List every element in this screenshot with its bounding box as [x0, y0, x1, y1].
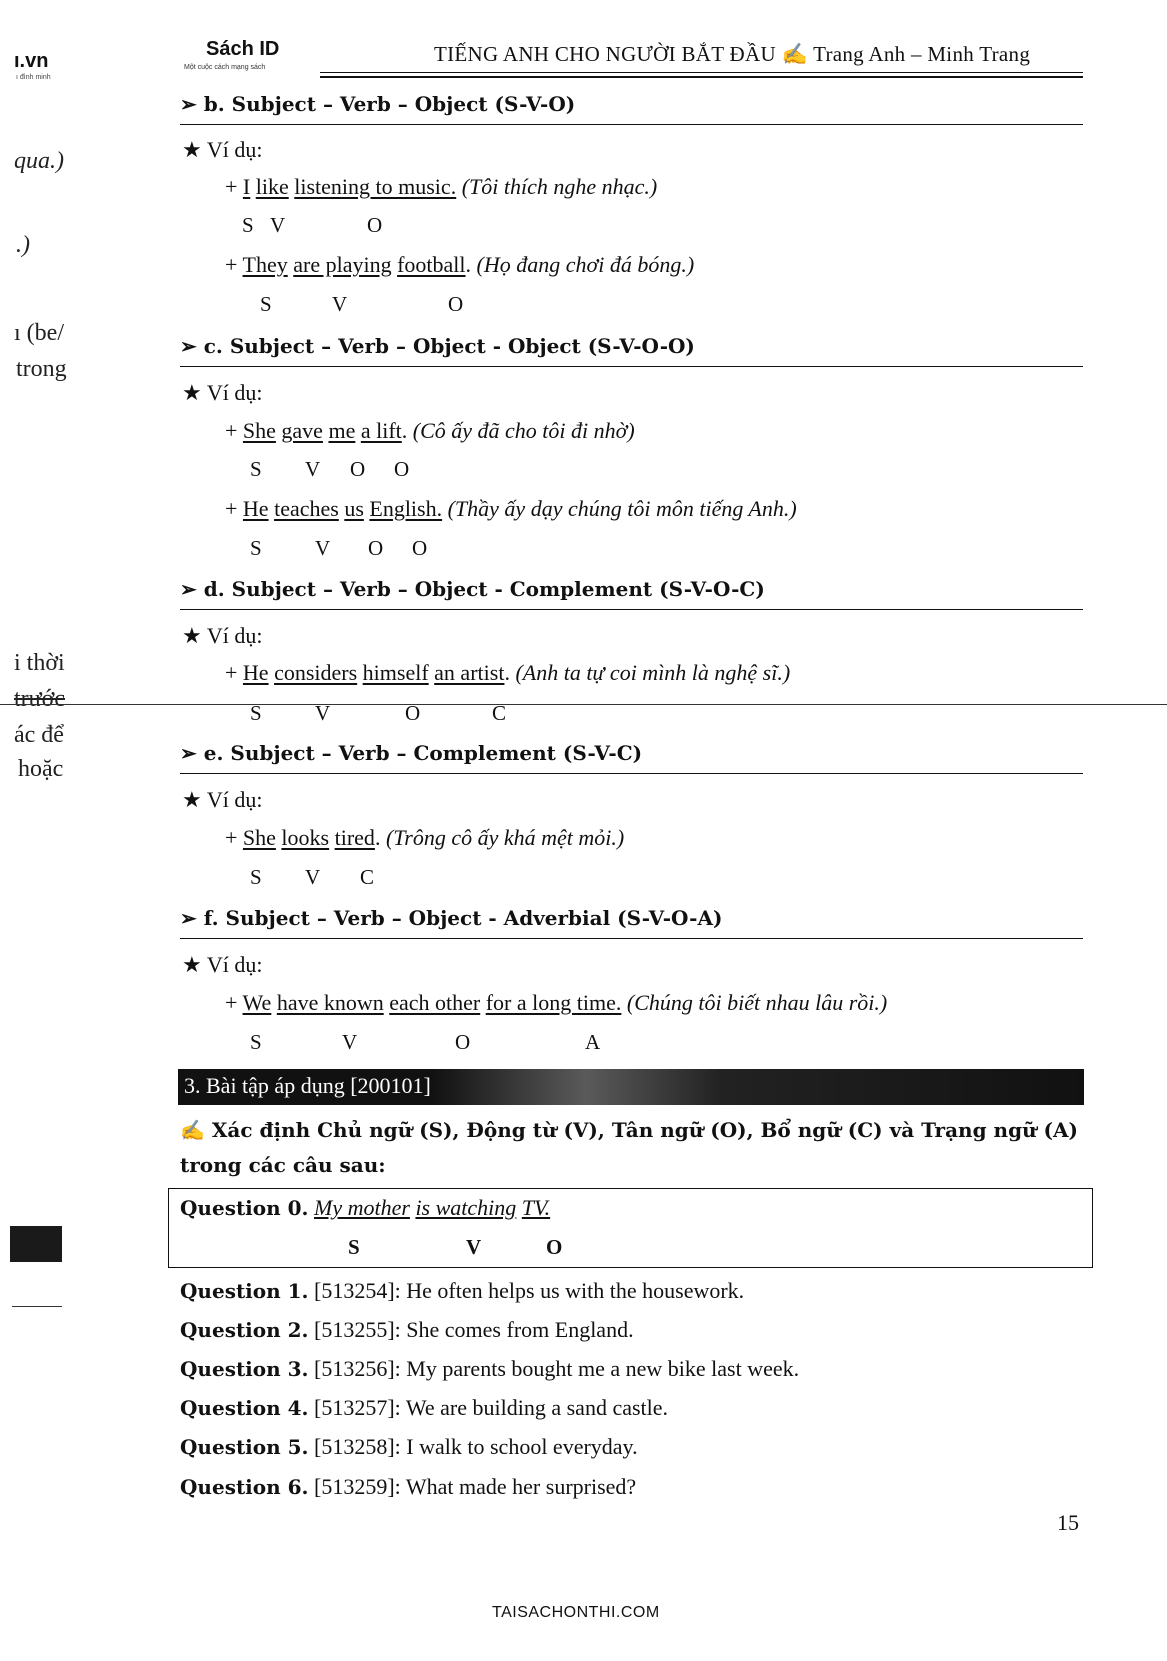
- period: .: [401, 418, 408, 443]
- indirect-object: me: [328, 418, 356, 443]
- plus-sign: +: [225, 825, 238, 850]
- gutter-fragment: trước: [14, 686, 66, 712]
- gutter-fragment: qua.): [14, 148, 64, 174]
- subject: My mother: [314, 1195, 410, 1220]
- direct-object: a lift: [360, 418, 402, 443]
- verb: considers: [274, 660, 358, 685]
- plus-sign: +: [225, 174, 238, 199]
- role-label: S: [250, 865, 262, 889]
- role-label: C: [360, 865, 375, 889]
- subject: She: [242, 825, 276, 850]
- verb: teaches: [274, 496, 339, 521]
- section-heading-b: ➢ b. Subject – Verb – Object (S-V-O): [180, 92, 576, 116]
- role-label: V: [315, 701, 331, 725]
- heading-rule: [180, 124, 1083, 125]
- period: .: [374, 825, 381, 850]
- indirect-object: us: [344, 496, 364, 521]
- plus-sign: +: [225, 990, 238, 1015]
- object: football: [397, 252, 466, 277]
- role-label: O: [350, 457, 366, 481]
- role-label: V: [466, 1235, 482, 1259]
- exercise-instruction-cont: trong các câu sau:: [180, 1153, 386, 1177]
- verb: looks: [281, 825, 330, 850]
- period: .: [504, 660, 510, 685]
- question-text: : I walk to school everyday.: [394, 1434, 638, 1459]
- subject: I: [242, 174, 251, 199]
- question-item: [180, 1474, 636, 1500]
- question-label: Question 4.: [180, 1396, 309, 1420]
- example-sentence: [225, 825, 624, 851]
- page-number: 15: [1057, 1510, 1079, 1535]
- brand-logo: Sách ID: [206, 38, 280, 60]
- example-sentence: [225, 990, 887, 1016]
- object: each other: [389, 990, 481, 1015]
- question-item: [180, 1395, 668, 1421]
- question-id: [513254]: [314, 1278, 395, 1303]
- question-id: [513259]: [314, 1474, 395, 1499]
- question-0: [180, 1195, 550, 1221]
- example-sentence: [225, 660, 790, 686]
- plus-sign: +: [225, 660, 238, 685]
- translation: (Họ đang chơi đá bóng.): [476, 252, 695, 277]
- role-label: S: [250, 457, 262, 481]
- role-label: S: [242, 213, 254, 237]
- role-label: S: [250, 536, 262, 560]
- question-text: : She comes from England.: [394, 1317, 634, 1342]
- question-item: [180, 1434, 638, 1460]
- vidu-label: ★ Ví dụ:: [182, 952, 263, 977]
- translation: (Chúng tôi biết nhau lâu rồi.): [626, 990, 888, 1015]
- section-heading-c: ➢ c. Subject – Verb – Object - Object (S-V-O-O): [180, 334, 695, 358]
- question-label: Question 2.: [180, 1318, 309, 1342]
- object: himself: [362, 660, 429, 685]
- question-item: [180, 1278, 744, 1304]
- fold-line: [0, 704, 1167, 705]
- role-label: V: [305, 865, 321, 889]
- question-id: [513256]: [314, 1356, 395, 1381]
- question-label: Question 5.: [180, 1435, 309, 1459]
- question-text: : He often helps us with the housework.: [394, 1278, 745, 1303]
- question-id: [513258]: [314, 1434, 395, 1459]
- vidu-label: ★ Ví dụ:: [182, 380, 263, 405]
- heading-rule: [180, 609, 1083, 610]
- heading-rule: [180, 773, 1083, 774]
- example-sentence: [225, 496, 797, 522]
- vidu-label: ★ Ví dụ:: [182, 623, 263, 648]
- footer-site: TAISACHONTHI.COM: [492, 1604, 660, 1621]
- role-label: O: [394, 457, 410, 481]
- verb: have known: [276, 990, 384, 1015]
- verb: like: [255, 174, 289, 199]
- gutter-fragment: .): [16, 232, 30, 258]
- translation: (Tôi thích nghe nhạc.): [461, 174, 658, 199]
- role-label: O: [367, 213, 383, 237]
- section-heading-e: ➢ e. Subject – Verb – Complement (S-V-C): [180, 741, 643, 765]
- role-label: V: [270, 213, 286, 237]
- role-label: O: [448, 292, 464, 316]
- question-id: [513257]: [314, 1395, 395, 1420]
- header-rule-bottom: [320, 76, 1083, 78]
- gutter-logo-sub: ı đình minh: [16, 74, 51, 81]
- question-id: [513255]: [314, 1317, 395, 1342]
- vidu-label: ★ Ví dụ:: [182, 137, 263, 162]
- role-label: A: [585, 1030, 601, 1054]
- header-rule-top: [320, 72, 1083, 73]
- gutter-fragment: ác để: [14, 722, 64, 748]
- question-item: [180, 1356, 799, 1382]
- role-label: C: [492, 701, 507, 725]
- role-label: S: [250, 1030, 262, 1054]
- role-label: O: [405, 701, 421, 725]
- example-sentence: [225, 418, 635, 444]
- question-label: Question 6.: [180, 1475, 309, 1499]
- subject: She: [242, 418, 276, 443]
- section-heading-d: ➢ d. Subject – Verb – Object - Complement (S-V-O-C): [180, 577, 765, 601]
- object: TV.: [521, 1195, 551, 1220]
- subject: They: [242, 252, 288, 277]
- question-label: Question 3.: [180, 1357, 309, 1381]
- translation: (Cô ấy đã cho tôi đi nhờ): [412, 418, 635, 443]
- subject: He: [242, 496, 269, 521]
- complement: an artist: [434, 660, 505, 685]
- role-label: O: [412, 536, 428, 560]
- direct-object: English.: [369, 496, 443, 521]
- vidu-label: ★ Ví dụ:: [182, 787, 263, 812]
- gutter-fragment: hoặc: [18, 756, 64, 782]
- subject: We: [242, 990, 272, 1015]
- plus-sign: +: [225, 418, 238, 443]
- translation: (Trông cô ấy khá mệt mỏi.): [385, 825, 625, 850]
- heading-rule: [180, 938, 1083, 939]
- translation: (Thầy ấy dạy chúng tôi môn tiếng Anh.): [447, 496, 797, 521]
- role-label: V: [315, 536, 331, 560]
- verb: is watching: [415, 1195, 517, 1220]
- role-label: V: [305, 457, 321, 481]
- role-label: V: [342, 1030, 358, 1054]
- heading-rule: [180, 366, 1083, 367]
- question-text: : We are building a sand castle.: [394, 1395, 669, 1420]
- subject: He: [242, 660, 269, 685]
- exercise-instruction: ✍ Xác định Chủ ngữ (S), Động từ (V), Tân ngữ (O), Bổ ngữ (C) và Trạng ngữ (A): [180, 1118, 1078, 1142]
- header-title: TIẾNG ANH CHO NGƯỜI BẮT ĐẦU ✍ Trang Anh – Minh Trang: [434, 42, 1031, 66]
- complement: tired: [334, 825, 375, 850]
- role-label: O: [546, 1235, 563, 1259]
- exercise-title: 3. Bài tập áp dụng [200101]: [184, 1073, 431, 1098]
- translation: (Anh ta tự coi mình là nghệ sĩ.): [515, 660, 791, 685]
- example-sentence: [225, 174, 657, 200]
- question-text: : What made her surprised?: [394, 1474, 637, 1499]
- example-sentence: [225, 252, 694, 278]
- plus-sign: +: [225, 496, 238, 521]
- question-item: [180, 1317, 634, 1343]
- gutter-fragment: ı (be/: [14, 320, 64, 346]
- gutter-fragment: trong: [16, 356, 67, 382]
- exercise-section-bar: [178, 1069, 1084, 1105]
- adverbial: for a long time.: [485, 990, 622, 1015]
- object: listening to music.: [294, 174, 457, 199]
- question-label: Question 1.: [180, 1279, 309, 1303]
- section-heading-f: ➢ f. Subject – Verb – Object - Adverbial (S-V-O-A): [180, 906, 723, 930]
- role-label: S: [260, 292, 272, 316]
- question-text: : My parents bought me a new bike last week.: [394, 1356, 800, 1381]
- role-label: S: [348, 1235, 360, 1259]
- verb: are playing: [293, 252, 392, 277]
- gutter-rule: [12, 1306, 62, 1307]
- period: .: [465, 252, 472, 277]
- verb: gave: [281, 418, 323, 443]
- role-label: V: [332, 292, 348, 316]
- role-label: S: [250, 701, 262, 725]
- gutter-black-block: [10, 1226, 62, 1262]
- role-label: O: [455, 1030, 471, 1054]
- plus-sign: +: [225, 252, 238, 277]
- gutter-fragment: i thời: [14, 650, 65, 676]
- question-label: Question 0.: [180, 1196, 309, 1220]
- role-label: O: [368, 536, 384, 560]
- gutter-logo: ı.vn: [14, 50, 49, 72]
- brand-tagline: Một cuộc cách mạng sách: [184, 64, 266, 71]
